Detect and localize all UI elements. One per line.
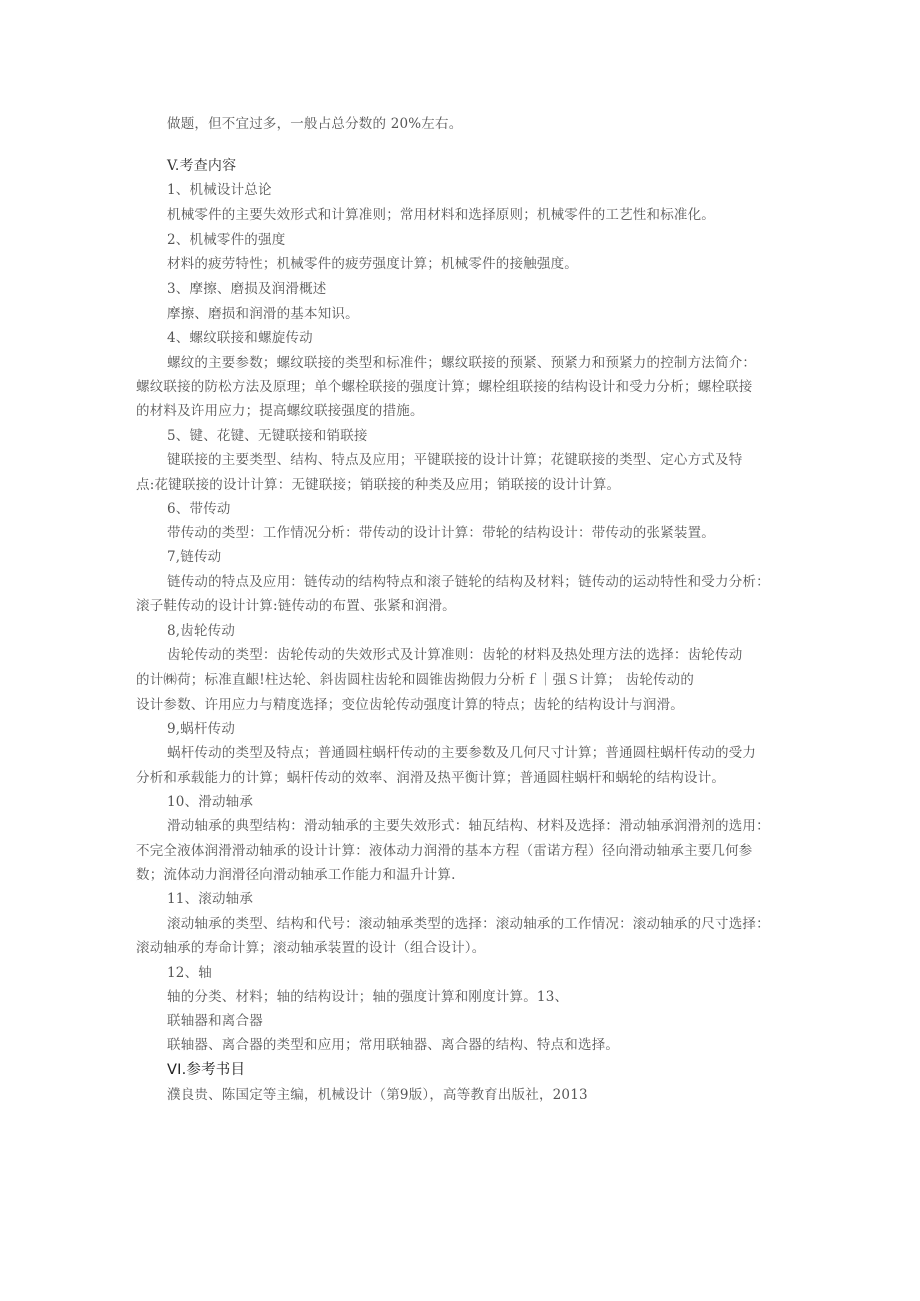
- item-3-line-1: 摩擦、磨损和润滑的基本知识。: [167, 306, 359, 322]
- item-9-line-2: 分析和承载能力的计算；蜗杆传动的效率、润滑及热平衡计算；普通圆柱蜗杆和蜗轮的结构设计。: [136, 770, 726, 786]
- item-13-heading: 联轴器和离合器: [167, 1013, 263, 1029]
- item-8-heading: 8,齿轮传动: [167, 623, 236, 639]
- item-5-line-1: 键联接的主要类型、结构、特点及应用；平键联接的设计计算；花键联接的类型、定心方式及特: [167, 452, 743, 468]
- intro-tail-text: 做题，但不宜过多，一般占总分数的 20%左右。: [167, 116, 463, 132]
- reference-entry: 濮良贵、陈国定等主编，机械设计（第9版），高等教育出版社，2013: [167, 1087, 588, 1103]
- item-8-line-3: 设计参数、许用应力与精度选择；变位齿轮传动强度计算的特点；齿轮的结构设计与润滑。: [136, 697, 684, 713]
- item-4-line-1: 螺纹的主要参数；螺纹联接的类型和标准件；螺纹联接的预紧、预紧力和预紧力的控制方法简介：: [167, 355, 757, 371]
- item-11-line-2: 滚动轴承的寿命计算；滚动轴承装置的设计（组合设计）。: [136, 940, 486, 956]
- item-5-line-2: 点:花键联接的设计计算：无键联接；销联接的种类及应用；销联接的设计计算。: [136, 477, 621, 493]
- item-12-heading: 12、轴: [167, 965, 212, 981]
- item-6-line-1: 带传动的类型：工作情况分析：带传动的设计计算：带轮的结构设计：带传动的张紧装置。: [167, 525, 715, 541]
- item-11-line-1: 滚动轴承的类型、结构和代号：滚动轴承类型的选择：滚动轴承的工作情况：滚动轴承的尺寸选择：: [167, 916, 770, 932]
- item-9-heading: 9,蜗杆传动: [167, 721, 236, 737]
- section-5-title: V.考查内容: [167, 158, 237, 174]
- item-11-heading: 11、滚动轴承: [167, 891, 254, 907]
- item-2-line-1: 材料的疲劳特性；机械零件的疲劳强度计算；机械零件的接触强度。: [167, 256, 578, 272]
- item-1-line-1: 机械零件的主要失效形式和计算准则；常用材料和选择原则；机械零件的工艺性和标准化。: [167, 207, 715, 223]
- item-8-line-2: 的计㈱荷；标准直齦!柱达轮、斜齿圆柱齿轮和圆锥齿拗假力分析ｆ｜强Ｓ计算； 齿轮传动的: [136, 672, 695, 688]
- item-7-heading: 7,链传动: [167, 549, 222, 565]
- item-10-line-2: 不完全液体润滑滑动轴承的设计计算：液体动力润滑的基本方程（雷诺方程）径向滑动轴承主要几何参: [136, 843, 753, 859]
- section-6-title: VI.参考书目: [167, 1062, 246, 1078]
- item-10-line-1: 滑动轴承的典型结构：滑动轴承的主要失效形式：轴瓦结构、材料及选择：滑动轴承润滑剂的选用：: [167, 818, 770, 834]
- item-7-line-1: 链传动的特点及应用：链传动的结构特点和滚子链轮的结构及材料；链传动的运动特性和受力分析：: [167, 574, 770, 590]
- item-4-heading: 4、螺纹联接和螺旋传动: [167, 330, 313, 346]
- item-9-line-1: 蜗杆传动的类型及特点；普通圆柱蜗杆传动的主要参数及几何尺寸计算；普通圆柱蜗杆传动的受力: [167, 745, 757, 761]
- item-1-heading: 1、机械设计总论: [167, 182, 272, 198]
- item-6-heading: 6、带传动: [167, 501, 231, 517]
- item-5-heading: 5、键、花键、无键联接和销联接: [167, 428, 368, 444]
- item-3-heading: 3、摩擦、磨损及润滑概述: [167, 281, 327, 297]
- item-10-heading: 10、滑动轴承: [167, 794, 254, 810]
- item-10-line-3: 数；流体动力润滑径向滑动轴承工作能力和温升计算.: [136, 867, 456, 883]
- item-12-line-1: 轴的分类、材料；轴的结构设计；轴的强度计算和刚度计算。13、: [167, 989, 569, 1005]
- item-4-line-3: 的材料及许用应力；提高螺纹联接强度的措施。: [136, 403, 424, 419]
- item-4-line-2: 螺纹联接的防松方法及原理；单个螺栓联接的强度计算；螺栓组联接的结构设计和受力分析；螺栓联接: [136, 379, 753, 395]
- item-13-line-1: 联轴器、离合器的类型和应用；常用联轴器、离合器的结构、特点和选择。: [167, 1037, 620, 1053]
- item-2-heading: 2、机械零件的强度: [167, 232, 286, 248]
- item-8-line-1: 齿轮传动的类型：齿轮传动的失效形式及计算准则：齿轮的材料及热处理方法的选择：齿轮传动: [167, 647, 743, 663]
- item-7-line-2: 滚子鞋传动的设计计算:链传动的布置、张紧和润滑。: [136, 598, 456, 614]
